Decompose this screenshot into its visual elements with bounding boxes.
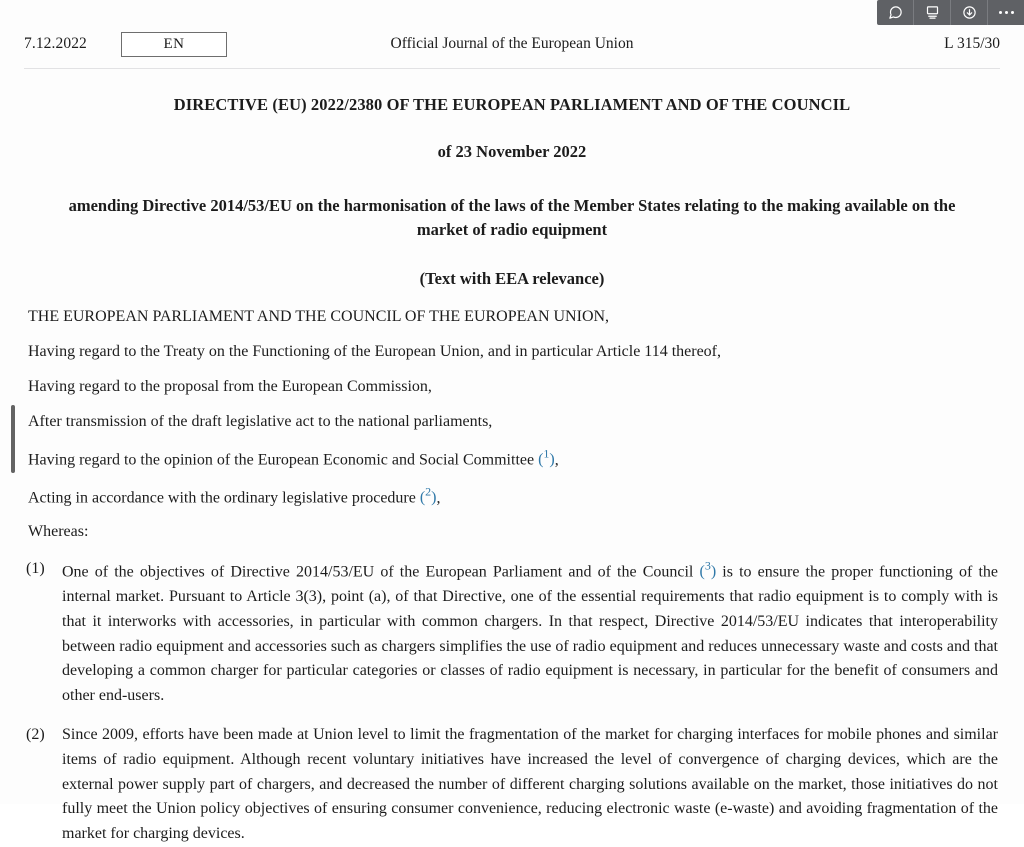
preamble-line-text: After transmission of the draft legislative act to the national parliaments, bbox=[28, 412, 493, 430]
page-title: DIRECTIVE (EU) 2022/2380 OF THE EUROPEAN PARLIAMENT AND OF THE COUNCIL bbox=[173, 95, 851, 114]
fit-page-button[interactable] bbox=[913, 0, 950, 25]
recital-item bbox=[24, 557, 1000, 709]
preamble-line-text: Having regard to the opinion of the European Economic and Social Committee bbox=[28, 450, 535, 468]
preamble-line-text: Having regard to the proposal from the European Commission, bbox=[28, 378, 432, 396]
download-button[interactable] bbox=[950, 0, 987, 25]
preamble-line-eesc-opinion: Having regard to the opinion of the European Economic and Social Committee ($^1$), bbox=[28, 446, 559, 468]
more-options-icon bbox=[999, 11, 1014, 14]
document-running-header bbox=[24, 22, 1000, 66]
header-date: 7.12.2022 bbox=[24, 35, 87, 52]
footnote-ref-2[interactable]: ($^2$) bbox=[415, 484, 437, 507]
title-date: of 23 November 2022 bbox=[437, 141, 587, 161]
recital-text bbox=[62, 557, 1000, 709]
amendment-change-bar bbox=[11, 405, 15, 473]
preamble-line-transmission bbox=[24, 412, 1000, 433]
title-eea-relevance: (Text with EEA relevance) bbox=[419, 269, 605, 289]
preamble-line-procedure: Acting in accordance with the ordinary legislative procedure ($^2$), bbox=[28, 484, 441, 507]
recital-text: Since 2009, efforts have been made at Union level to limit the fragmentation of the market for charging interfaces for mobile phones and similar items of radio equipment. Although recent voluntary initiatives have increased the level of convergence of charging devices, which are the external power supply part of chargers, and decreased the number of different charging solutions available on the market, those initiatives do not fully meet the Union policy objectives of ensuring consumer convenience, reducing electronic waste (e-waste) and avoiding fragmentation of the market for charging devices. bbox=[62, 726, 998, 843]
preamble-institutions: THE EUROPEAN PARLIAMENT AND THE COUNCIL OF THE EUROPEAN UNION, bbox=[28, 308, 610, 326]
recital-number: (2) bbox=[26, 726, 45, 744]
preamble-line-text: Acting in accordance with the ordinary legislative procedure bbox=[28, 489, 416, 507]
comment-button[interactable] bbox=[877, 0, 913, 25]
footnote-ref-3[interactable]: ($^3$) bbox=[693, 558, 717, 581]
title-subtitle: amending Directive 2014/53/EU on the harmonisation of the laws of the Member States relating to the making available on the market of radio equipment bbox=[68, 195, 956, 239]
pdf-viewer-toolbar[interactable] bbox=[877, 0, 1024, 25]
recital-number: (1) bbox=[26, 559, 45, 577]
preamble-line-text: Having regard to the Treaty on the Functioning of the European Union, and in particular Article 114 thereof, bbox=[28, 343, 722, 361]
more-options-button[interactable] bbox=[987, 0, 1024, 25]
header-language-box: EN bbox=[121, 32, 227, 57]
download-icon bbox=[962, 5, 977, 20]
comment-icon bbox=[888, 5, 903, 20]
recital-text-after-footnote: is to ensure the proper functioning of the internal market. Pursuant to Article 3(3), point (a), of that Directive, one of the essential requirements that radio equipment is to comply with is that it interworks with accessories, in particular with common chargers. In that respect, Directive 2014/53/EU indicates that interoperability between radio equipment and accessories such as chargers simplifies the use of radio equipment and reduces unnecessary waste and costs and that developing a common charger for particular categories or classes of radio equipment is necessary, in particular for the benefit of consumers and other end-users. bbox=[62, 563, 999, 705]
whereas-label: Whereas: bbox=[28, 522, 89, 540]
footnote-ref-1[interactable]: ($^1$) bbox=[534, 446, 555, 468]
recital-text-before-footnote: One of the objectives of Directive 2014/53/EU of the European Parliament and of the Council bbox=[62, 563, 694, 581]
title-block bbox=[28, 95, 996, 289]
preamble-line-treaty bbox=[24, 342, 1000, 363]
fit-page-icon bbox=[925, 5, 940, 20]
document-body bbox=[24, 307, 1000, 847]
recital-item bbox=[24, 723, 1000, 847]
header-journal-title: Official Journal of the European Union bbox=[390, 35, 634, 52]
header-reference: L 315/30 bbox=[944, 35, 1000, 52]
preamble-line-proposal bbox=[24, 377, 1000, 398]
header-divider bbox=[24, 68, 1000, 69]
